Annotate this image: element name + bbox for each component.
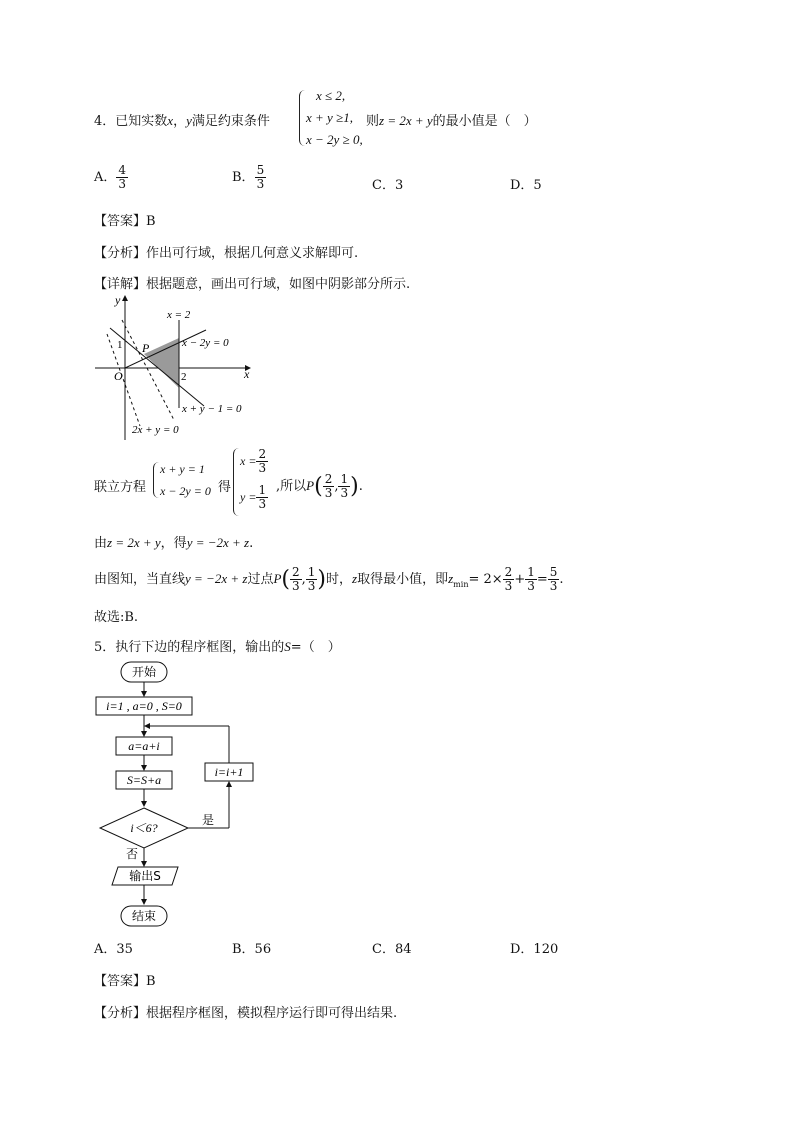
q5-option-b: B．56 — [232, 942, 272, 957]
q4-solve-c — [276, 473, 363, 500]
q5-var-s: S — [284, 639, 291, 654]
q4-sol-x-frac — [256, 448, 268, 475]
flow-increment-label: i=i+1 — [214, 765, 244, 779]
graph-label-x-eq-2: x = 2 — [167, 309, 191, 321]
q4-constraint-1: x ≤ 2, — [316, 88, 346, 103]
q4-stem-a: 已知实数 — [115, 114, 168, 129]
frac-den: 3 — [549, 579, 558, 594]
q5-stem-text: 执行下边的程序框图，输出的 — [115, 640, 285, 655]
q4-conclusion: 故选:B. — [94, 610, 139, 625]
q4-line3-c: 时， — [326, 572, 353, 588]
q4-line3-a: 由图知，当直线 — [94, 572, 186, 588]
q4-line3-frac-1 — [290, 566, 302, 593]
q4-line2-a: 由 — [94, 536, 108, 551]
q4-line3-z: z — [352, 571, 358, 587]
frac-num: 1 — [258, 483, 267, 497]
comma-sep: , — [334, 479, 339, 495]
q5-answer — [94, 970, 156, 989]
frac-num: 2 — [504, 565, 513, 579]
q4-option-a-frac — [116, 164, 128, 191]
q4-stem — [94, 110, 270, 129]
q4-line2-expr2: y = −2x + z — [186, 535, 250, 550]
q4-p-frac-2 — [338, 473, 350, 500]
q5-number: 5． — [94, 640, 116, 655]
frac-den: 3 — [340, 486, 349, 501]
paren-left: ( — [281, 567, 290, 593]
q4-line3-p: P — [273, 571, 282, 587]
frac-num: 1 — [307, 565, 316, 579]
program-flowchart — [92, 658, 262, 932]
q5-stem-b: =（ ） — [290, 640, 341, 655]
q4-point-p: P — [306, 478, 315, 494]
q4-system-eq-1: x + y = 1 — [160, 462, 205, 476]
flow-start-label: 开始 — [131, 665, 157, 679]
q4-solution-y — [240, 484, 268, 511]
frac-num: 4 — [118, 163, 127, 177]
q4-line3-d: 取得最小值，即 — [357, 572, 449, 588]
frac-num: 1 — [527, 565, 535, 579]
q4-answer-tag: 【答案】 — [94, 214, 147, 229]
q5-analysis — [94, 1002, 397, 1021]
q5-option-c: C．84 — [372, 942, 412, 957]
q4-line3-frac-3 — [503, 566, 515, 593]
q4-p-frac-1 — [323, 473, 335, 500]
q4-solve-b: 得 — [218, 480, 232, 495]
q4-line3-b: 过点 — [247, 572, 274, 588]
frac-den: 3 — [504, 579, 513, 594]
q4-line3-frac-5 — [548, 566, 560, 593]
graph-label-x-plus-y-minus-1: x + y − 1 = 0 — [182, 403, 242, 415]
paren-left: ( — [314, 474, 323, 500]
paren-right: ) — [350, 474, 359, 500]
q4-line3-frac-2 — [306, 566, 318, 593]
q4-option-a — [94, 164, 128, 191]
q4-stem-d: 的最小值是（ ） — [432, 114, 537, 129]
q4-line3-frac-4 — [525, 566, 537, 593]
period: . — [559, 572, 564, 588]
q4-stem-b: 满足约束条件 — [191, 114, 270, 129]
frac-num: 5 — [256, 163, 265, 177]
q4-stem-tail — [366, 110, 537, 129]
frac-num: 2 — [324, 472, 333, 486]
period: . — [358, 479, 363, 495]
graph-label-x-minus-2y: x − 2y = 0 — [182, 337, 229, 349]
q4-sol-y-label: y = — [240, 490, 257, 505]
q4-option-b — [232, 164, 266, 191]
q5-answer-tag: 【答案】 — [94, 974, 147, 989]
line-2x-plus-y — [107, 334, 140, 426]
flow-no-label: 否 — [126, 847, 139, 861]
q5-answer-value: B — [146, 974, 156, 989]
frac-num: 2 — [258, 447, 267, 461]
period: . — [249, 536, 254, 551]
q4-constraint-2: x + y ≥1, — [306, 110, 353, 125]
q4-line3-eq: = 2× — [468, 572, 503, 588]
q4-system-eq-2: x − 2y = 0 — [160, 484, 211, 498]
graph-label-p: P — [142, 341, 150, 355]
q4-answer-value: B — [146, 214, 156, 229]
q4-solution-brace — [233, 448, 239, 516]
comma-sep: , — [301, 572, 306, 588]
q4-line3-sub: min — [453, 579, 469, 589]
frac-den: 3 — [292, 579, 300, 594]
q4-analysis — [94, 242, 358, 261]
q4-solution-x — [240, 448, 268, 475]
q4-line3-eq2: = — [536, 572, 548, 588]
frac-den: 3 — [324, 486, 333, 501]
q4-constraint-brace — [299, 90, 306, 146]
flow-condition-label: i＜6? — [130, 821, 158, 835]
graph-label-2x-plus-y: 2x + y = 0 — [132, 424, 179, 436]
frac-den: 3 — [258, 461, 267, 476]
frac-den: 3 — [307, 579, 316, 594]
q4-objective: z = 2x + y — [379, 113, 433, 128]
frac-num: 5 — [549, 565, 558, 579]
frac-num: 2 — [292, 565, 300, 579]
q4-line-2 — [94, 532, 253, 551]
q5-option-d: D．120 — [510, 942, 559, 957]
flow-output-label: 输出S — [129, 869, 161, 883]
q4-var-y: y — [186, 113, 192, 128]
paren-right: ) — [317, 567, 327, 593]
q4-number: 4． — [94, 114, 116, 129]
q4-constraint-3: x − 2y ≥ 0, — [306, 132, 363, 147]
graph-label-y: y — [115, 293, 121, 307]
q4-analysis-text: 作出可行域，根据几何意义求解即可. — [146, 246, 359, 261]
q5-analysis-text: 根据程序框图，模拟程序运行即可得出结果. — [146, 1006, 398, 1021]
q4-analysis-tag: 【分析】 — [94, 246, 147, 261]
q4-var-x: x — [167, 113, 174, 128]
q4-detail-tag: 【详解】 — [94, 277, 147, 292]
q4-line3-plus: + — [514, 572, 526, 588]
q4-option-b-frac — [255, 164, 267, 191]
graph-label-origin: O — [114, 369, 123, 383]
graph-label-two: 2 — [181, 371, 187, 383]
frac-den: 3 — [256, 177, 265, 192]
flow-step-1-label: a=a+i — [128, 739, 160, 753]
q4-line-3 — [94, 566, 564, 593]
frac-den: 3 — [527, 579, 535, 594]
q4-answer — [94, 210, 156, 229]
frac-num: 1 — [340, 472, 349, 486]
q4-option-a-label: A． — [94, 170, 117, 186]
q4-line3-zmin: z — [448, 571, 454, 587]
q4-line2-b: ，得 — [160, 536, 187, 551]
q4-sol-y-frac — [256, 484, 268, 511]
q4-sol-x-label: x = — [240, 454, 257, 469]
q4-option-b-label: B． — [232, 170, 255, 186]
frac-den: 3 — [118, 177, 127, 192]
frac-den: 3 — [258, 497, 267, 512]
q4-option-d: D．5 — [510, 178, 542, 193]
q5-stem — [94, 636, 341, 655]
q4-comma: ， — [173, 114, 187, 129]
feasible-region-graph — [92, 290, 262, 442]
q4-system-brace — [153, 462, 159, 498]
q4-solve-a: 联立方程 — [94, 480, 147, 495]
flow-step-2-label: S=S+a — [126, 773, 162, 787]
q5-analysis-tag: 【分析】 — [94, 1006, 147, 1021]
q4-solve-c-text: ,所以 — [276, 479, 307, 495]
q4-detail-text: 根据题意，画出可行域，如图中阴影部分所示. — [146, 277, 411, 292]
graph-label-one: 1 — [117, 339, 123, 351]
graph-label-x: x — [244, 367, 250, 381]
q4-option-c: C．3 — [372, 178, 404, 193]
q5-option-a: A．35 — [94, 942, 133, 957]
q4-line2-expr: z = 2x + y — [107, 535, 161, 550]
flow-yes-label: 是 — [202, 813, 215, 827]
flow-init-label: i=1 , a=0 , S=0 — [106, 699, 182, 713]
q4-stem-c: 则 — [366, 114, 380, 129]
flow-end-label: 结束 — [131, 909, 157, 923]
q4-line3-expr: y = −2x + z — [185, 571, 248, 587]
